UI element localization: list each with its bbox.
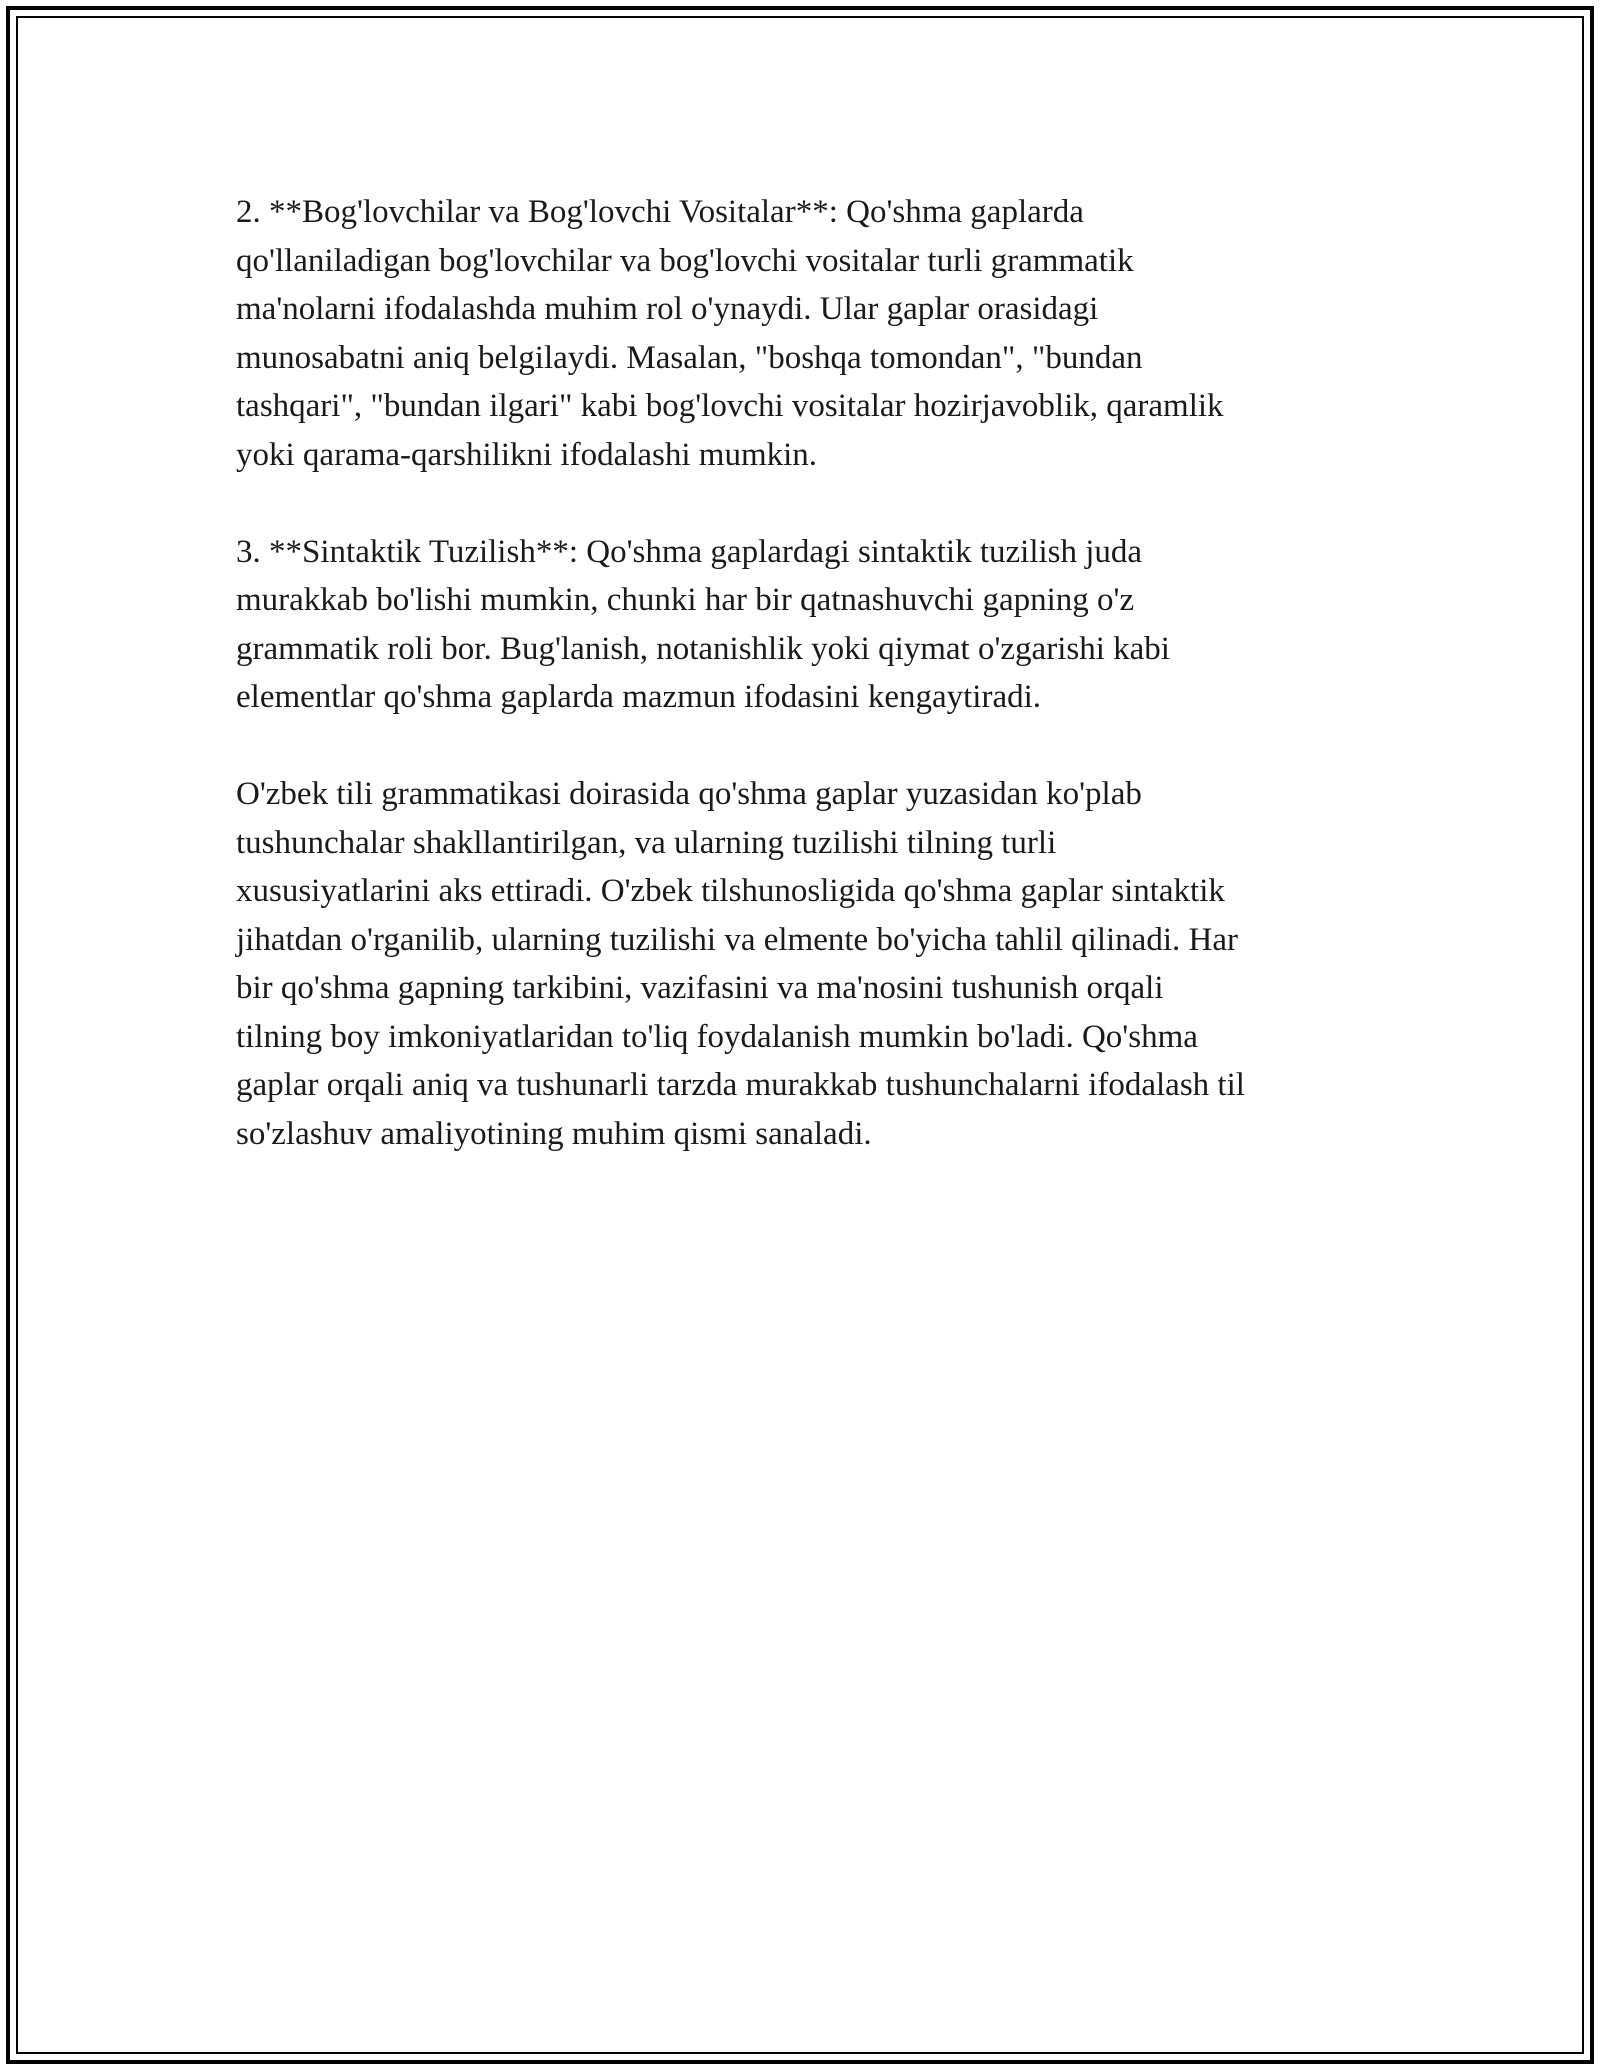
paragraph-boglovchilar [236, 188, 1366, 479]
text-line: jihatdan o'rganilib, ularning tuzilishi va elmente bo'yicha tahlil qilinadi. Har [236, 921, 1238, 958]
text-line: O'zbek tili grammatikasi doirasida qo'shma gaplar yuzasidan ko'plab [236, 776, 1142, 812]
text-line: grammatik roli bor. Bug'lanish, notanishlik yoki qiymat o'zgarishi kabi [236, 630, 1170, 667]
text-line: yoki qarama-qarshilikni ifodalashi mumkin. [236, 436, 818, 473]
text-line: murakkab bo'lishi mumkin, chunki har bir qatnashuvchi gapning o'z [236, 582, 1135, 618]
text-line: so'zlashuv amaliyotining muhim qismi sanaladi. [236, 1115, 872, 1152]
text-line: xususiyatlarini aks ettiradi. O'zbek tilshunosligida qo'shma gaplar sintaktik [236, 873, 1225, 909]
text-line: gaplar orqali aniq va tushunarli tarzda murakkab tushunchalarni ifodalash til [236, 1067, 1245, 1103]
text-line: tashqari", "bundan ilgari" kabi bog'lovchi vositalar hozirjavoblik, qaramlik [236, 388, 1224, 424]
text-line: bir qo'shma gapning tarkibini, vazifasini va ma'nosini tushunish orqali [236, 970, 1164, 1006]
text-line: elementlar qo'shma gaplarda mazmun ifodasini kengaytiradi. [236, 679, 1042, 715]
text-line: 2. **Bog'lovchilar va Bog'lovchi Vositalar**: Qo'shma gaplarda [236, 194, 1084, 230]
text-line: qo'llaniladigan bog'lovchilar va bog'lovchi vositalar turli grammatik [236, 242, 1134, 279]
text-line: ma'nolarni ifodalashda muhim rol o'ynaydi. Ular gaplar orasidagi [236, 291, 1099, 327]
text-line: tushunchalar shakllantirilgan, va ularning tuzilishi tilning turli [236, 824, 1057, 861]
text-line: tilning boy imkoniyatlaridan to'liq foydalanish mumkin bo'ladi. Qo'shma [236, 1018, 1198, 1055]
text-line: 3. **Sintaktik Tuzilish**: Qo'shma gaplardagi sintaktik tuzilish juda [236, 533, 1143, 570]
document-body [236, 188, 1366, 1207]
text-line: munosabatni aniq belgilaydi. Masalan, "boshqa tomondan", "bundan [236, 339, 1143, 376]
paragraph-conclusion [236, 770, 1366, 1158]
paragraph-sintaktik-tuzilish [236, 528, 1366, 722]
